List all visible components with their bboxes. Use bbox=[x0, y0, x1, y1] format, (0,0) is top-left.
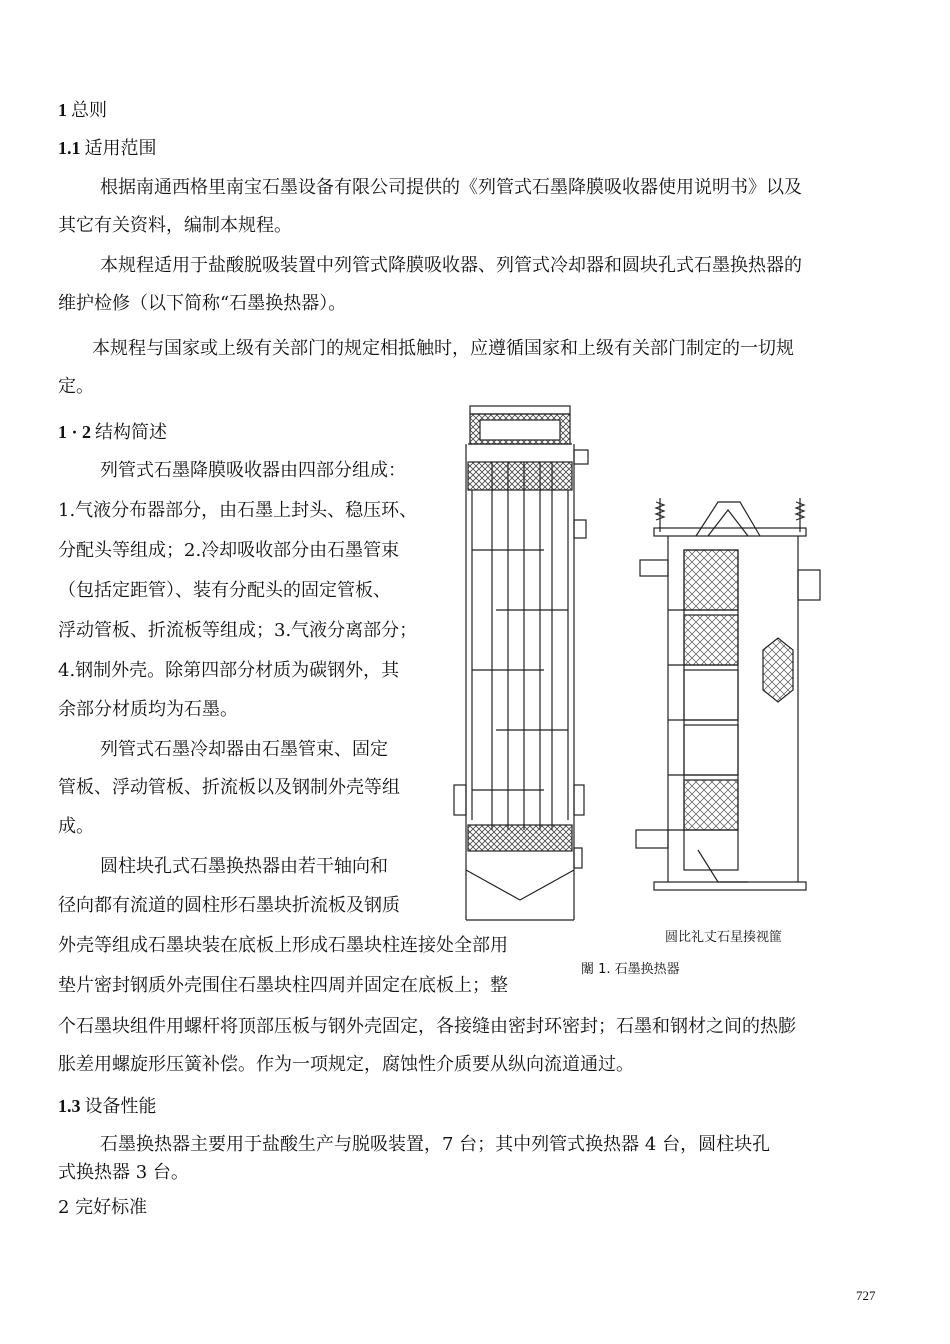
para-7-line-2: 式换热器 3 台。 bbox=[58, 1162, 189, 1183]
heading-1-3: 1.3 设备性能 bbox=[58, 1096, 157, 1117]
para-1-line-1: 根据南通西格里南宝石墨设备有限公司提供的《列管式石墨降膜吸收器使用说明书》以及 bbox=[100, 177, 802, 198]
para-1-line-2: 其它有关资料，编制本规程。 bbox=[58, 215, 292, 236]
para-4-line-5: 浮动管板、折流板等组成；3.气液分离部分； bbox=[58, 620, 418, 641]
para-3-line-1: 本规程与国家或上级有关部门的规定相抵触时，应遵循国家和上级有关部门制定的一切规 bbox=[92, 338, 794, 359]
para-5-line-3: 成。 bbox=[58, 816, 94, 837]
para-6-line-6: 胀差用螺旋形压簧补偿。作为一项规定，腐蚀性介质要从纵向流道通过。 bbox=[58, 1054, 634, 1075]
para-5-line-2: 管板、浮动管板、折流板以及钢制外壳等组 bbox=[58, 777, 400, 798]
para-4-line-4: （包括定距管）、装有分配头的固定管板、 bbox=[58, 580, 391, 601]
heading-1: 1 总则 bbox=[58, 100, 107, 121]
falling-film-absorber-drawing bbox=[452, 400, 592, 945]
para-6-line-1: 圆柱块孔式石墨换热器由若干轴向和 bbox=[100, 856, 388, 877]
para-4-line-1: 列管式石墨降膜吸收器由四部分组成： bbox=[100, 460, 406, 481]
para-5-line-1: 列管式石墨冷却器由石墨管束、固定 bbox=[100, 739, 388, 760]
para-4-line-3: 分配头等组成；2.冷却吸收部分由石墨管束 bbox=[58, 540, 400, 561]
heading-1-1: 1.1 适用范围 bbox=[58, 138, 157, 159]
para-2-line-2: 维护检修（以下简称“石墨换热器）。 bbox=[58, 293, 347, 314]
para-6-line-4: 垫片密封钢质外壳围住石墨块柱四周并固定在底板上；整 bbox=[58, 975, 508, 996]
page-number: 727 bbox=[856, 1288, 876, 1303]
heading-1-2: 1 · 2 结构简述 bbox=[58, 422, 168, 443]
para-7-line-1: 石墨换热器主要用于盐酸生产与脱吸装置，7 台；其中列管式换热器 4 台，圆柱块孔 bbox=[100, 1134, 771, 1155]
figure-caption-right: 圆比礼丈石星揍视篚 bbox=[665, 930, 783, 945]
figure-caption-main: 闈 1. 石墨换热器 bbox=[581, 962, 680, 977]
heading-2: 2 完好标准 bbox=[58, 1197, 148, 1218]
para-3-line-2: 定。 bbox=[58, 376, 94, 397]
para-4-line-6: 4.钢制外壳。除第四部分材质为碳钢外，其 bbox=[58, 660, 400, 681]
para-4-line-2: 1.气液分布器部分，由石墨上封头、稳压环、 bbox=[58, 500, 418, 521]
para-6-line-5: 个石墨块组件用螺杆将顶部压板与钢外壳固定，各接缝由密封环密封；石墨和钢材之间的热膨 bbox=[58, 1016, 796, 1037]
para-2-line-1: 本规程适用于盐酸脱吸装置中列管式降膜吸收器、列管式冷却器和圆块孔式石墨换热器的 bbox=[100, 255, 802, 276]
para-4-line-7: 余部分材质均为石墨。 bbox=[58, 699, 238, 720]
block-heat-exchanger-drawing bbox=[628, 490, 828, 910]
para-6-line-2: 径向都有流道的圆柱形石墨块折流板及钢质 bbox=[58, 895, 400, 916]
para-6-line-3: 外壳等组成石墨块装在底板上形成石墨块柱连接处全部用 bbox=[58, 935, 508, 956]
